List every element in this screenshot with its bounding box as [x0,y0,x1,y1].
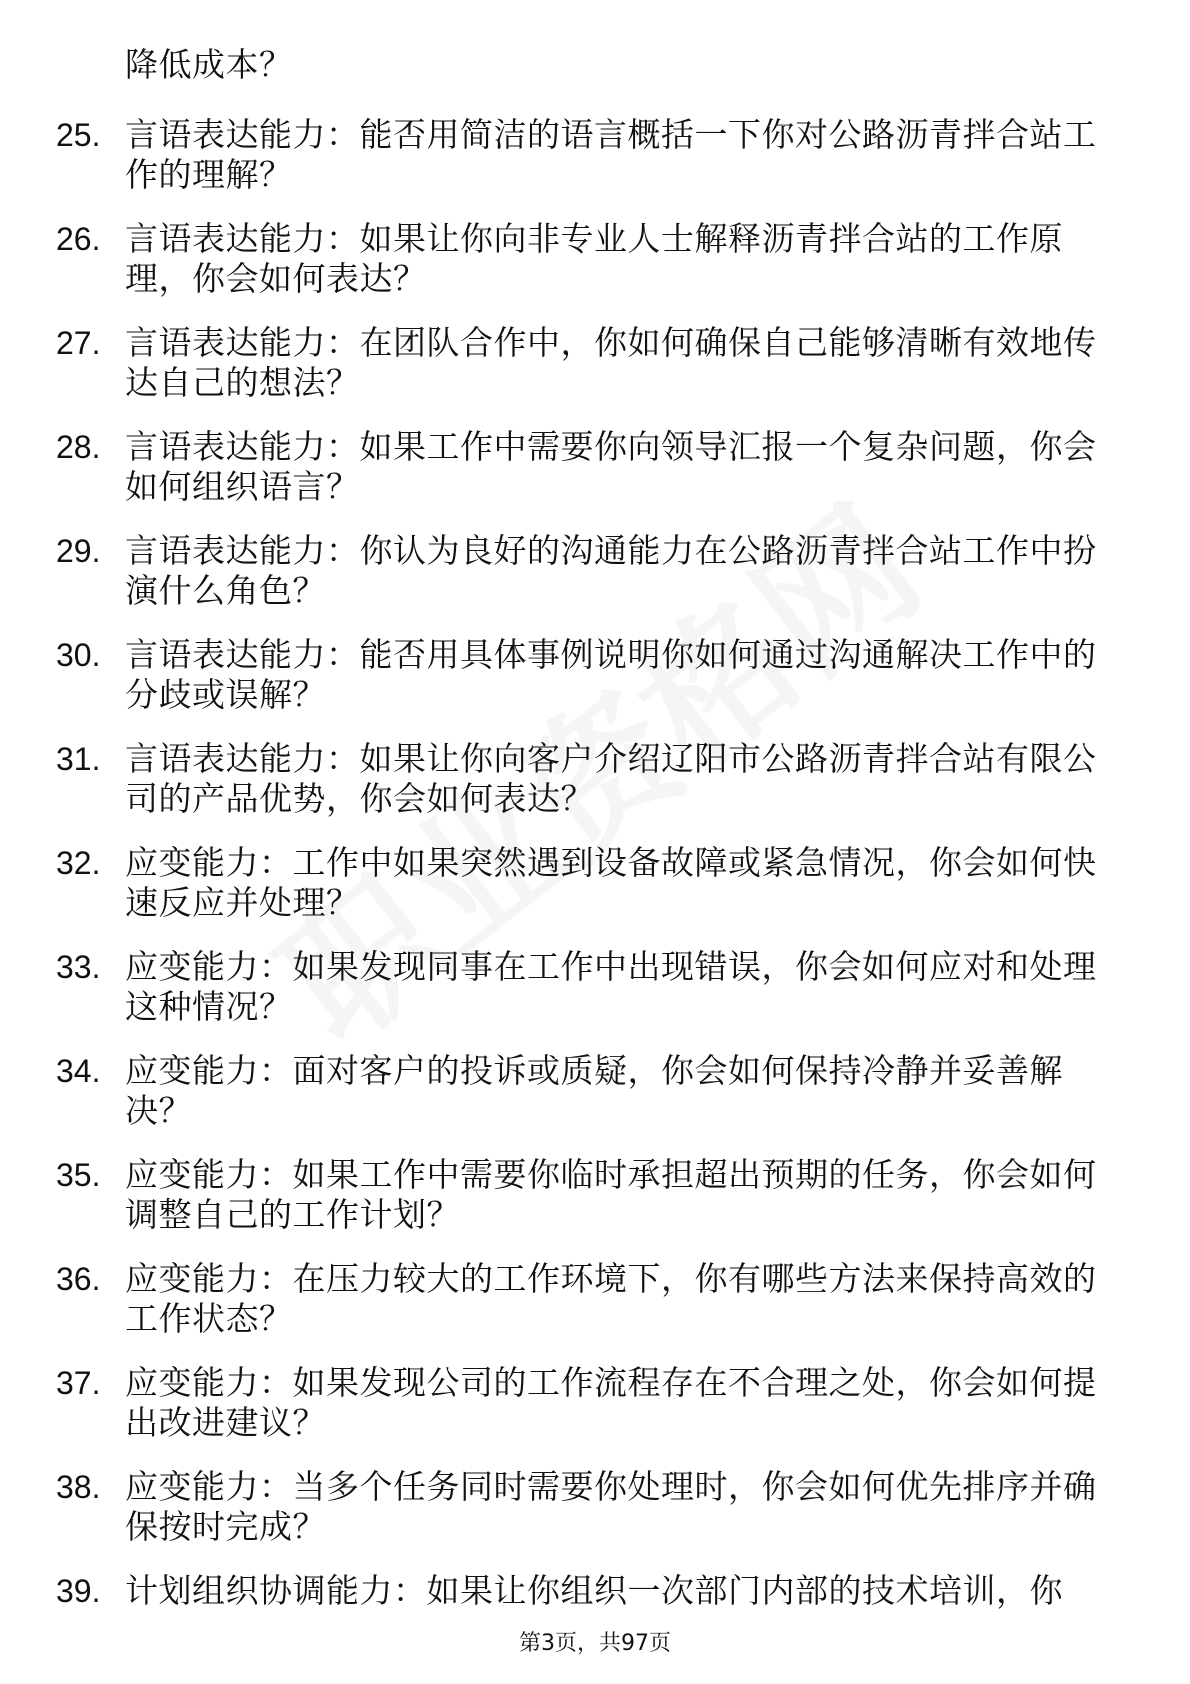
question-number: 29. [56,533,101,569]
question-item [0,531,1190,635]
question-text: 应变能力：工作中如果突然遇到设备故障或紧急情况，你会如何快速反应并处理？ [125,843,1097,922]
question-item [0,1571,1190,1675]
question-number: 33. [56,949,101,985]
question-number: 31. [56,741,101,777]
question-text: 言语表达能力：如果让你向非专业人士解释沥青拌合站的工作原理，你会如何表达？ [125,219,1063,298]
question-item [0,219,1190,323]
question-text: 应变能力：如果工作中需要你临时承担超出预期的任务，你会如何调整自己的工作计划？ [125,1155,1097,1234]
question-item [0,635,1190,739]
question-item [0,1363,1190,1467]
question-number: 39. [56,1573,101,1609]
question-item [0,427,1190,531]
question-text: 言语表达能力：如果工作中需要你向领导汇报一个复杂问题，你会如何组织语言？ [125,427,1097,506]
continuation-text: 降低成本？ [125,45,293,84]
question-number: 32. [56,845,101,881]
question-number: 30. [56,637,101,673]
question-number: 38. [56,1469,101,1505]
question-text: 言语表达能力：你认为良好的沟通能力在公路沥青拌合站工作中扮演什么角色？ [125,531,1097,610]
question-text: 言语表达能力：在团队合作中，你如何确保自己能够清晰有效地传达自己的想法？ [125,323,1097,402]
question-item [0,843,1190,947]
question-item [0,739,1190,843]
question-item [0,115,1190,219]
page-footer: 第3页，共97页 [519,1631,671,1656]
question-text: 应变能力：面对客户的投诉或质疑，你会如何保持冷静并妥善解决？ [125,1051,1063,1130]
question-text: 言语表达能力：能否用具体事例说明你如何通过沟通解决工作中的分歧或误解？ [125,635,1097,714]
question-number: 26. [56,221,101,257]
question-number: 37. [56,1365,101,1401]
question-item [0,1259,1190,1363]
question-number: 35. [56,1157,101,1193]
question-text: 应变能力：如果发现公司的工作流程存在不合理之处，你会如何提出改进建议？ [125,1363,1097,1442]
question-item [0,1155,1190,1259]
question-text: 言语表达能力：能否用简洁的语言概括一下你对公路沥青拌合站工作的理解？ [125,115,1097,194]
question-list [0,115,1190,1675]
question-number: 34. [56,1053,101,1089]
question-text: 应变能力：当多个任务同时需要你处理时，你会如何优先排序并确保按时完成？ [125,1467,1097,1546]
question-item [0,1051,1190,1155]
question-text: 应变能力：如果发现同事在工作中出现错误，你会如何应对和处理这种情况？ [125,947,1097,1026]
question-text: 言语表达能力：如果让你向客户介绍辽阳市公路沥青拌合站有限公司的产品优势，你会如何表达？ [125,739,1097,818]
question-number: 27. [56,325,101,361]
question-text: 计划组织协调能力：如果让你组织一次部门内部的技术培训，你 [125,1571,1063,1610]
question-number: 28. [56,429,101,465]
question-item [0,947,1190,1051]
question-number: 25. [56,117,101,153]
question-text: 应变能力：在压力较大的工作环境下，你有哪些方法来保持高效的工作状态？ [125,1259,1097,1338]
question-item [0,323,1190,427]
question-number: 36. [56,1261,101,1297]
question-item [0,1467,1190,1571]
